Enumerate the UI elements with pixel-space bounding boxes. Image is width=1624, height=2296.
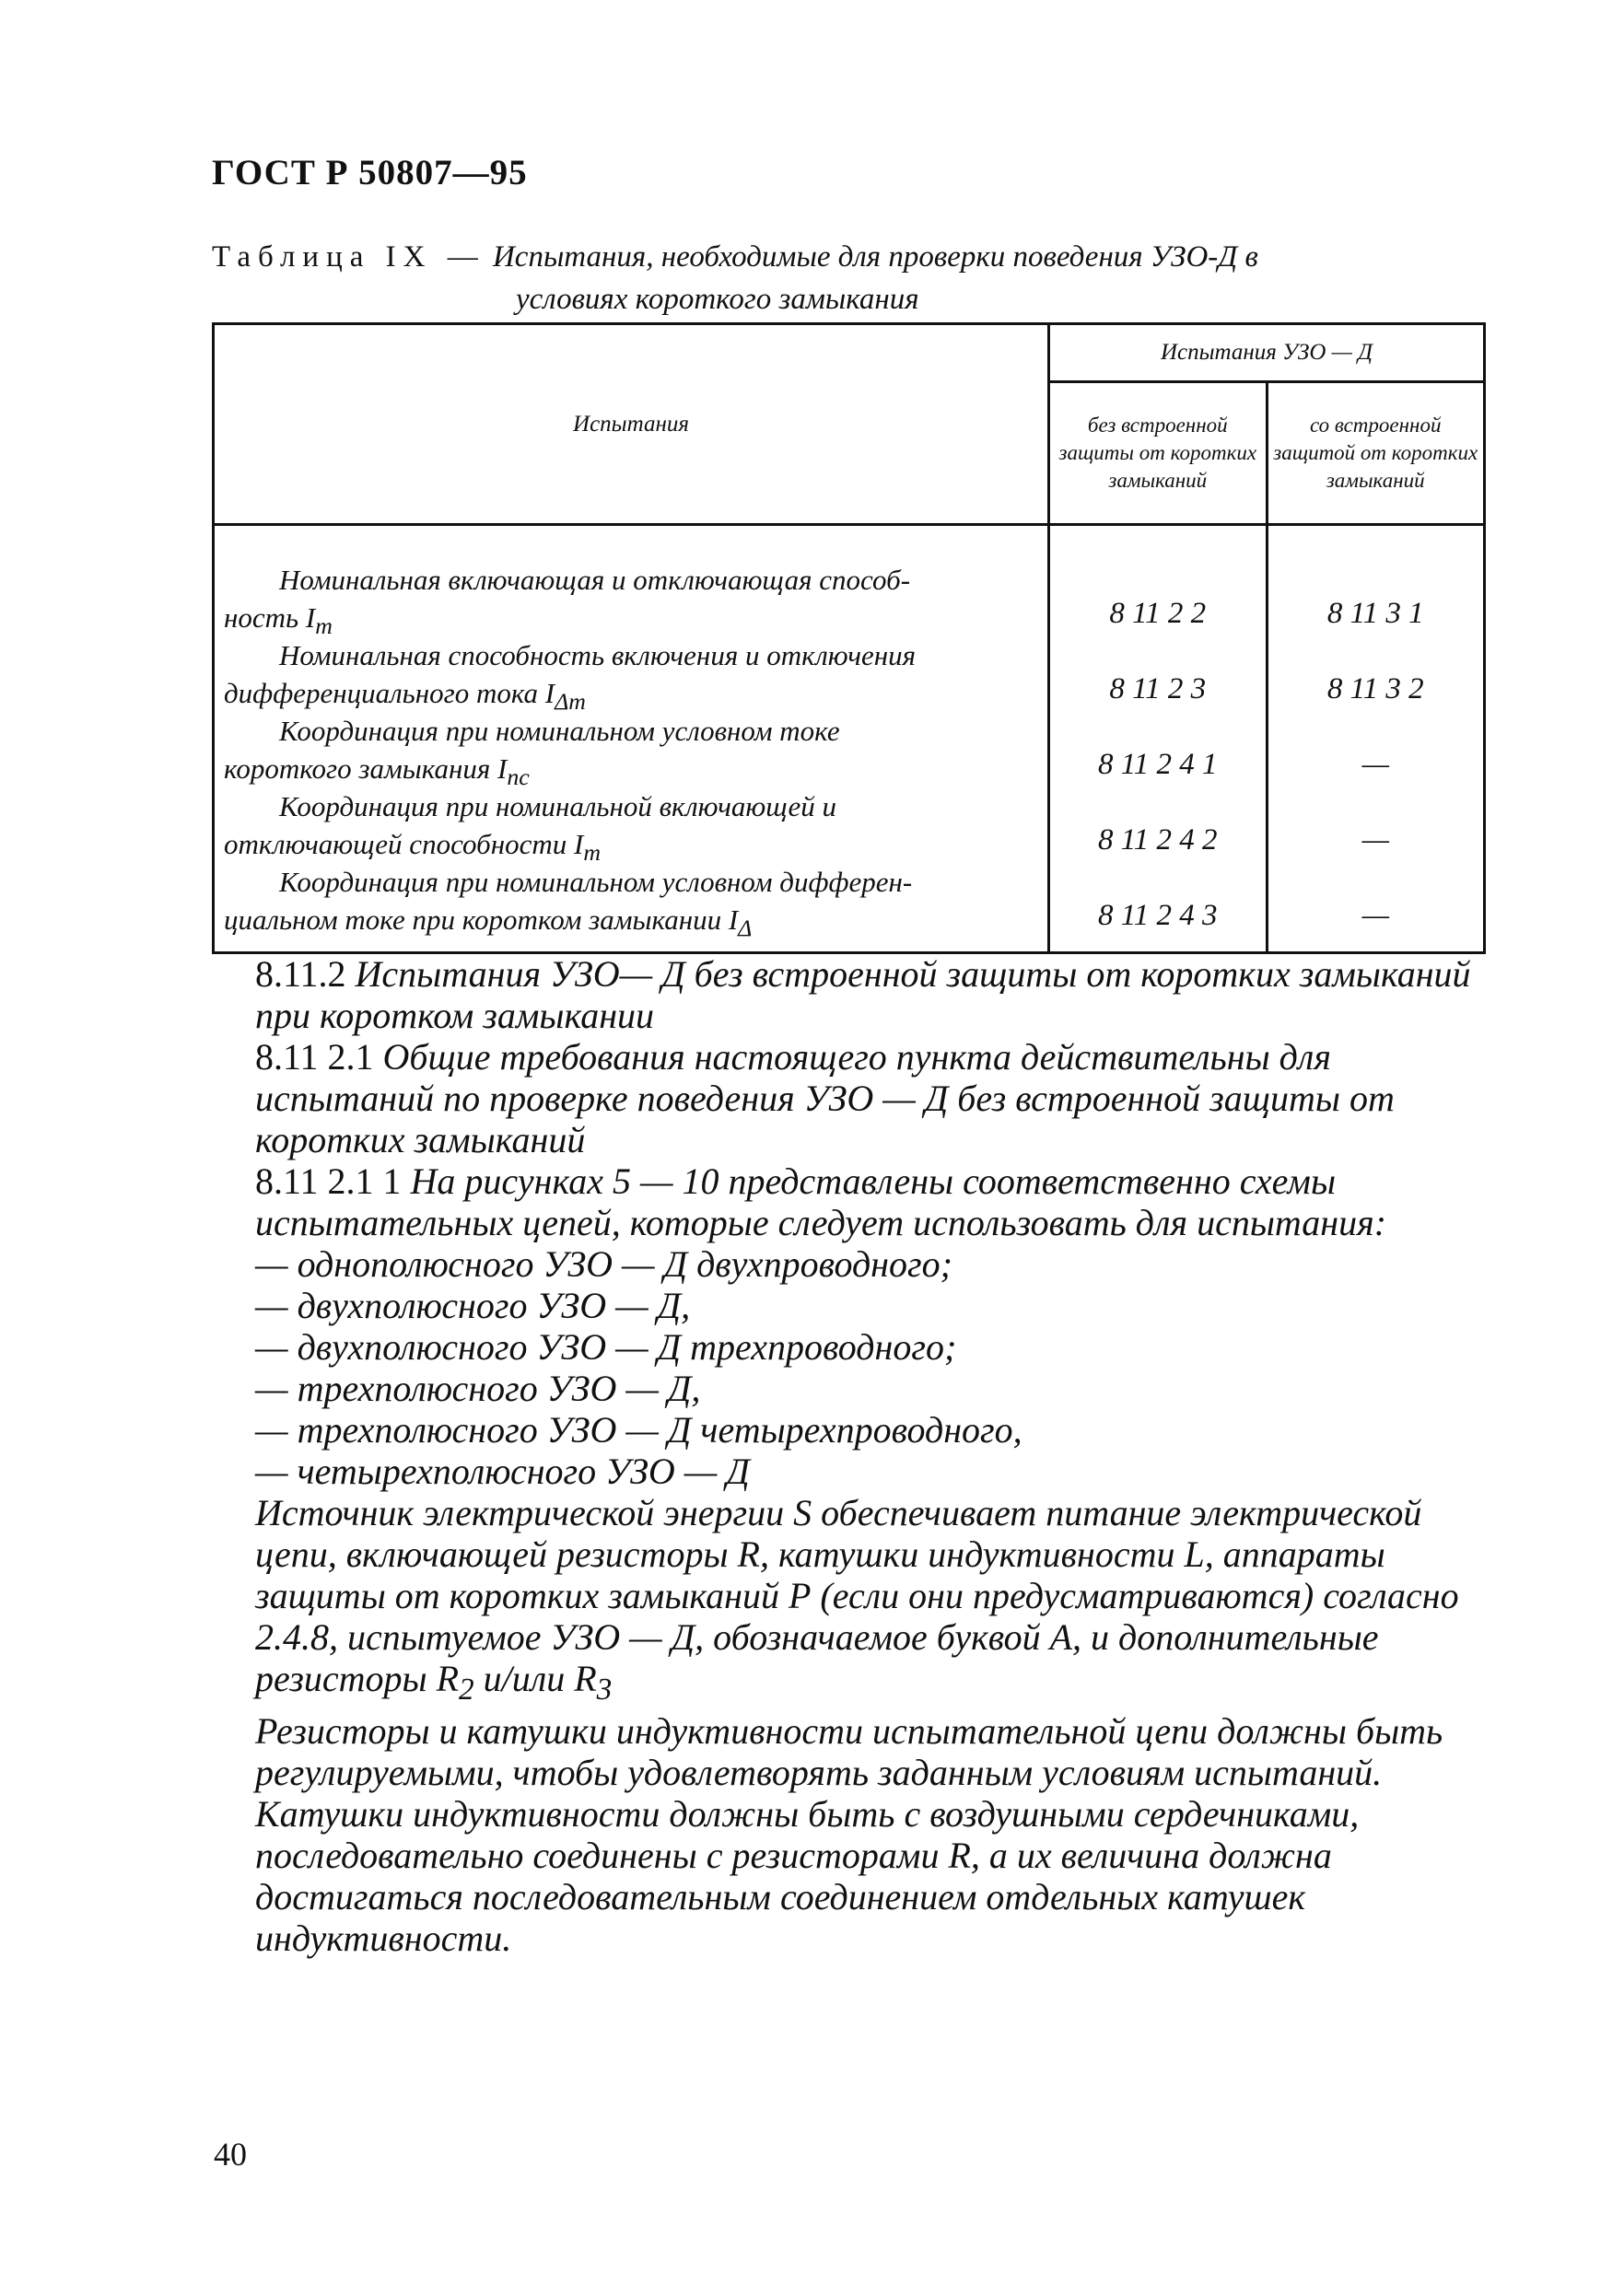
table-caption [212, 236, 1501, 321]
table-cell-without: 8 11 2 2 [1109, 597, 1207, 630]
table-cell-with: — [1361, 823, 1389, 857]
paragraph-8-11-2: 8.11.2 Испытания УЗО— Д без встроенной защиты от коротких замыканий при коротком замыкании [255, 953, 1471, 1036]
table-header-tests: Испытания [214, 324, 1049, 525]
table-tests-column [214, 525, 1049, 953]
table-caption-title-2: условиях короткого замыкания [516, 283, 919, 316]
document-header: ГОСТ Р 50807—95 [212, 153, 528, 192]
table-cell-with: 8 11 3 1 [1326, 597, 1424, 630]
list-item: — двухполюсного УЗО — Д, [255, 1285, 691, 1326]
table-caption-title-1: Испытания, необходимые для проверки поведения УЗО-Д в [492, 240, 1258, 274]
paragraph-8-11-2-1: 8.11 2.1 Общие требования настоящего пункта действительны для испытаний по проверке поведения УЗО — Д без встроенной защиты от коротких замыканий [255, 1036, 1395, 1160]
table-row: Координация при номинальном условном токе короткого замыкания $I_{nc}$ [224, 715, 840, 791]
table-cell-without: 8 11 2 4 3 [1097, 899, 1218, 932]
table-cell-with: 8 11 3 2 [1326, 672, 1424, 705]
paragraph-8-11-2-1-1: 8.11 2.1 1 На рисунках 5 — 10 представлены соответственно схемы испытательных цепей, которые следует использовать для испытания: [255, 1160, 1387, 1243]
table-row: Номинальная способность включения и отключения дифференциального тока $I_{\Delta m}$ [224, 639, 917, 716]
table-cell-with: — [1361, 899, 1389, 932]
page-number: 40 [214, 2136, 247, 2173]
list-item: — трехполюсного УЗО — Д четырехпроводного, [255, 1409, 1022, 1451]
table-cell-without: 8 11 2 4 1 [1097, 748, 1218, 781]
table-row: Координация при номинальном условном дифферен- циальном токе при коротком замыкании $I_\Delta$ [224, 866, 913, 942]
list-item: — четырехполюсного УЗО — Д [255, 1451, 750, 1492]
paragraph-source: Источник электрической энергии S обеспечивает питание электрической цепи, включающей резисторы R, катушки индуктивности L, аппараты защиты от коротких замыканий Р (если они предусматриваются) согласно 2.4.8, испытуемое УЗО — Д, обозначаемое буквой А, и дополнительные резисторы $R_2$ и/или $R_3$ [255, 1492, 1459, 1707]
list-item: — трехполюсного УЗО — Д, [255, 1368, 701, 1409]
table-header-with: со встроенной защитой от коротких замыканий [1267, 382, 1485, 525]
table-cell-without: 8 11 2 4 2 [1097, 823, 1218, 857]
list-item: — однополюсного УЗО — Д двухпроводного; [255, 1243, 952, 1285]
table-cell-with: — [1361, 748, 1389, 781]
paragraph-inductors: Катушки индуктивности должны быть с воздушными сердечниками, последовательно соединены с резисторами R, а их величина должна достигаться последовательным соединением отдельных катушек индуктивности. [255, 1793, 1360, 1959]
paragraph-resistors: Резисторы и катушки индуктивности испытательной цепи должны быть регулируемыми, чтобы удовлетворять заданным условиям испытаний. [255, 1710, 1443, 1793]
list-item: — двухполюсного УЗО — Д трехпроводного; [255, 1326, 957, 1368]
table-header-without: без встроенной защиты от коротких замыканий [1049, 382, 1267, 525]
table-cell-without: 8 11 2 3 [1109, 672, 1207, 705]
table-header-group: Испытания УЗО — Д [1049, 324, 1485, 382]
table-row: Координация при номинальной включающей и отключающей способности $I_m$ [224, 790, 836, 867]
tests-table [212, 322, 1486, 954]
table-with-column [1267, 525, 1485, 953]
table-caption-label: Таблица IX — [212, 240, 485, 274]
table-without-column [1049, 525, 1267, 953]
body-text [214, 953, 1485, 1959]
table-row: Номинальная включающая и отключающая способ- ность $I_m$ [224, 564, 911, 640]
